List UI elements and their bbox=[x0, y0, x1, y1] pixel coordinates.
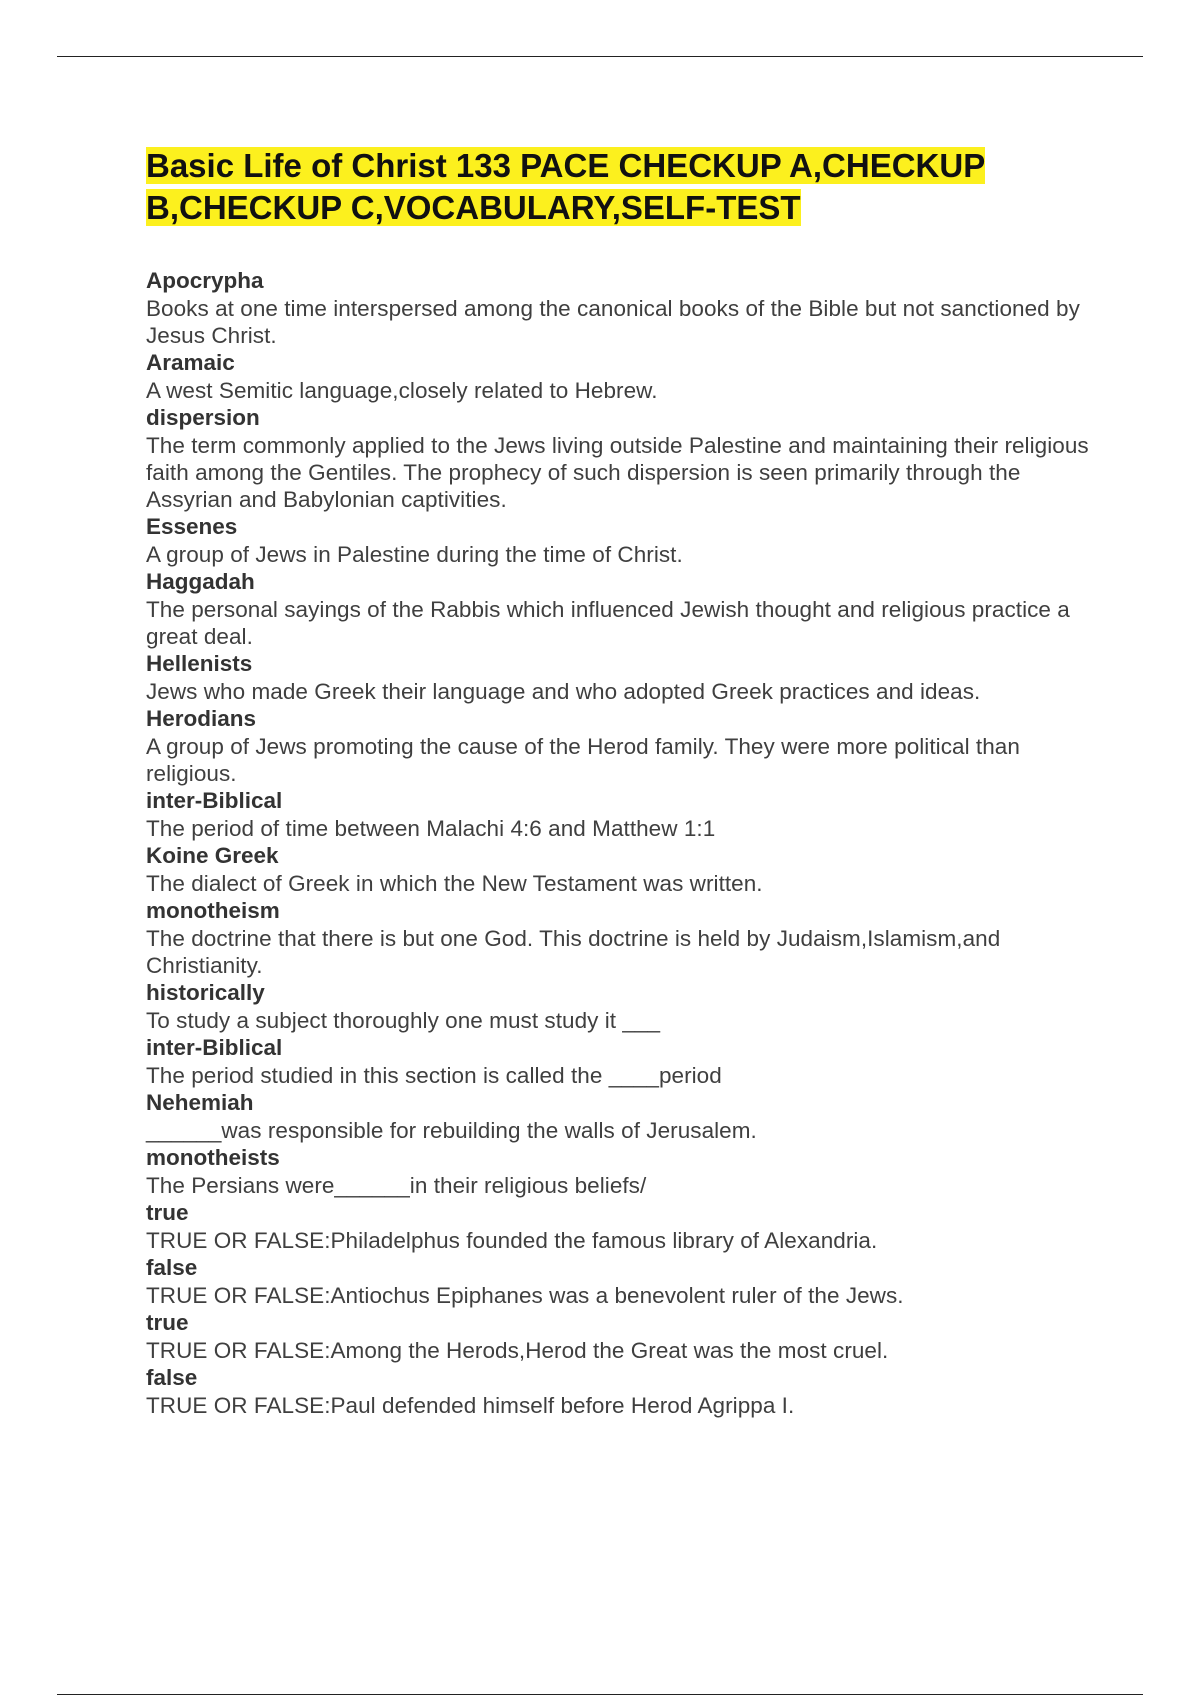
entry-term: monotheists bbox=[146, 1145, 280, 1170]
list-item bbox=[146, 897, 1096, 979]
entry-term: false bbox=[146, 1365, 198, 1390]
entry-term: true bbox=[146, 1200, 189, 1225]
entry-term: Nehemiah bbox=[146, 1090, 254, 1115]
entry-term: monotheism bbox=[146, 898, 280, 923]
entry-term: Haggadah bbox=[146, 569, 255, 594]
list-item bbox=[146, 404, 1096, 513]
document-title bbox=[146, 145, 1096, 229]
list-item bbox=[146, 1254, 1096, 1309]
entry-definition: The Persians were______in their religious beliefs/ bbox=[146, 1173, 647, 1198]
list-item bbox=[146, 787, 1096, 842]
entry-definition: A west Semitic language,closely related to Hebrew. bbox=[146, 378, 658, 403]
entry-definition: ______was responsible for rebuilding the walls of Jerusalem. bbox=[146, 1118, 757, 1143]
list-item bbox=[146, 513, 1096, 568]
entry-definition: TRUE OR FALSE:Antiochus Epiphanes was a benevolent ruler of the Jews. bbox=[146, 1283, 904, 1308]
entry-term: Hellenists bbox=[146, 651, 253, 676]
entry-definition: Books at one time interspersed among the canonical books of the Bible but not sanctioned by Jesus Christ. bbox=[146, 296, 1080, 348]
entry-term: inter-Biblical bbox=[146, 788, 283, 813]
bottom-divider bbox=[57, 1694, 1143, 1695]
list-item bbox=[146, 650, 1096, 705]
entry-term: historically bbox=[146, 980, 265, 1005]
top-divider bbox=[57, 56, 1143, 57]
list-item bbox=[146, 1034, 1096, 1089]
entry-definition: A group of Jews promoting the cause of the Herod family. They were more political than religious. bbox=[146, 734, 1020, 786]
entry-definition: The personal sayings of the Rabbis which influenced Jewish thought and religious practice a great deal. bbox=[146, 597, 1070, 649]
list-item bbox=[146, 979, 1096, 1034]
entry-definition: Jews who made Greek their language and who adopted Greek practices and ideas. bbox=[146, 679, 981, 704]
entry-term: Aramaic bbox=[146, 350, 235, 375]
entry-term: true bbox=[146, 1310, 189, 1335]
entry-definition: The doctrine that there is but one God. This doctrine is held by Judaism,Islamism,and Christianity. bbox=[146, 926, 1001, 978]
entry-definition: The period of time between Malachi 4:6 and Matthew 1:1 bbox=[146, 816, 716, 841]
entry-term: Koine Greek bbox=[146, 843, 279, 868]
entry-definition: TRUE OR FALSE:Among the Herods,Herod the Great was the most cruel. bbox=[146, 1338, 889, 1363]
list-item bbox=[146, 842, 1096, 897]
entry-definition: The period studied in this section is called the ____period bbox=[146, 1063, 722, 1088]
entry-definition: The dialect of Greek in which the New Testament was written. bbox=[146, 871, 763, 896]
entry-term: Essenes bbox=[146, 514, 238, 539]
title-line-1: Basic Life of Christ 133 PACE CHECKUP A,CHECKUP bbox=[146, 147, 986, 184]
list-item bbox=[146, 1199, 1096, 1254]
entry-term: false bbox=[146, 1255, 198, 1280]
entry-definition: TRUE OR FALSE:Paul defended himself before Herod Agrippa I. bbox=[146, 1393, 795, 1418]
list-item bbox=[146, 705, 1096, 787]
list-item bbox=[146, 1089, 1096, 1144]
entry-definition: TRUE OR FALSE:Philadelphus founded the famous library of Alexandria. bbox=[146, 1228, 878, 1253]
list-item bbox=[146, 568, 1096, 650]
list-item bbox=[146, 1309, 1096, 1364]
entry-term: dispersion bbox=[146, 405, 260, 430]
entry-term: Apocrypha bbox=[146, 268, 264, 293]
vocabulary-list bbox=[146, 267, 1096, 1419]
entry-definition: To study a subject thoroughly one must study it ___ bbox=[146, 1008, 661, 1033]
list-item bbox=[146, 349, 1096, 404]
list-item bbox=[146, 1364, 1096, 1419]
entry-definition: A group of Jews in Palestine during the time of Christ. bbox=[146, 542, 683, 567]
entry-term: inter-Biblical bbox=[146, 1035, 283, 1060]
document-body bbox=[146, 145, 1096, 1419]
entry-definition: The term commonly applied to the Jews living outside Palestine and maintaining their religious faith among the Gentiles. The prophecy of such dispersion is seen primarily through the Assyrian and Babylonian captivities. bbox=[146, 433, 1089, 512]
list-item bbox=[146, 267, 1096, 349]
title-line-2: B,CHECKUP C,VOCABULARY,SELF-TEST bbox=[146, 189, 801, 226]
list-item bbox=[146, 1144, 1096, 1199]
entry-term: Herodians bbox=[146, 706, 257, 731]
